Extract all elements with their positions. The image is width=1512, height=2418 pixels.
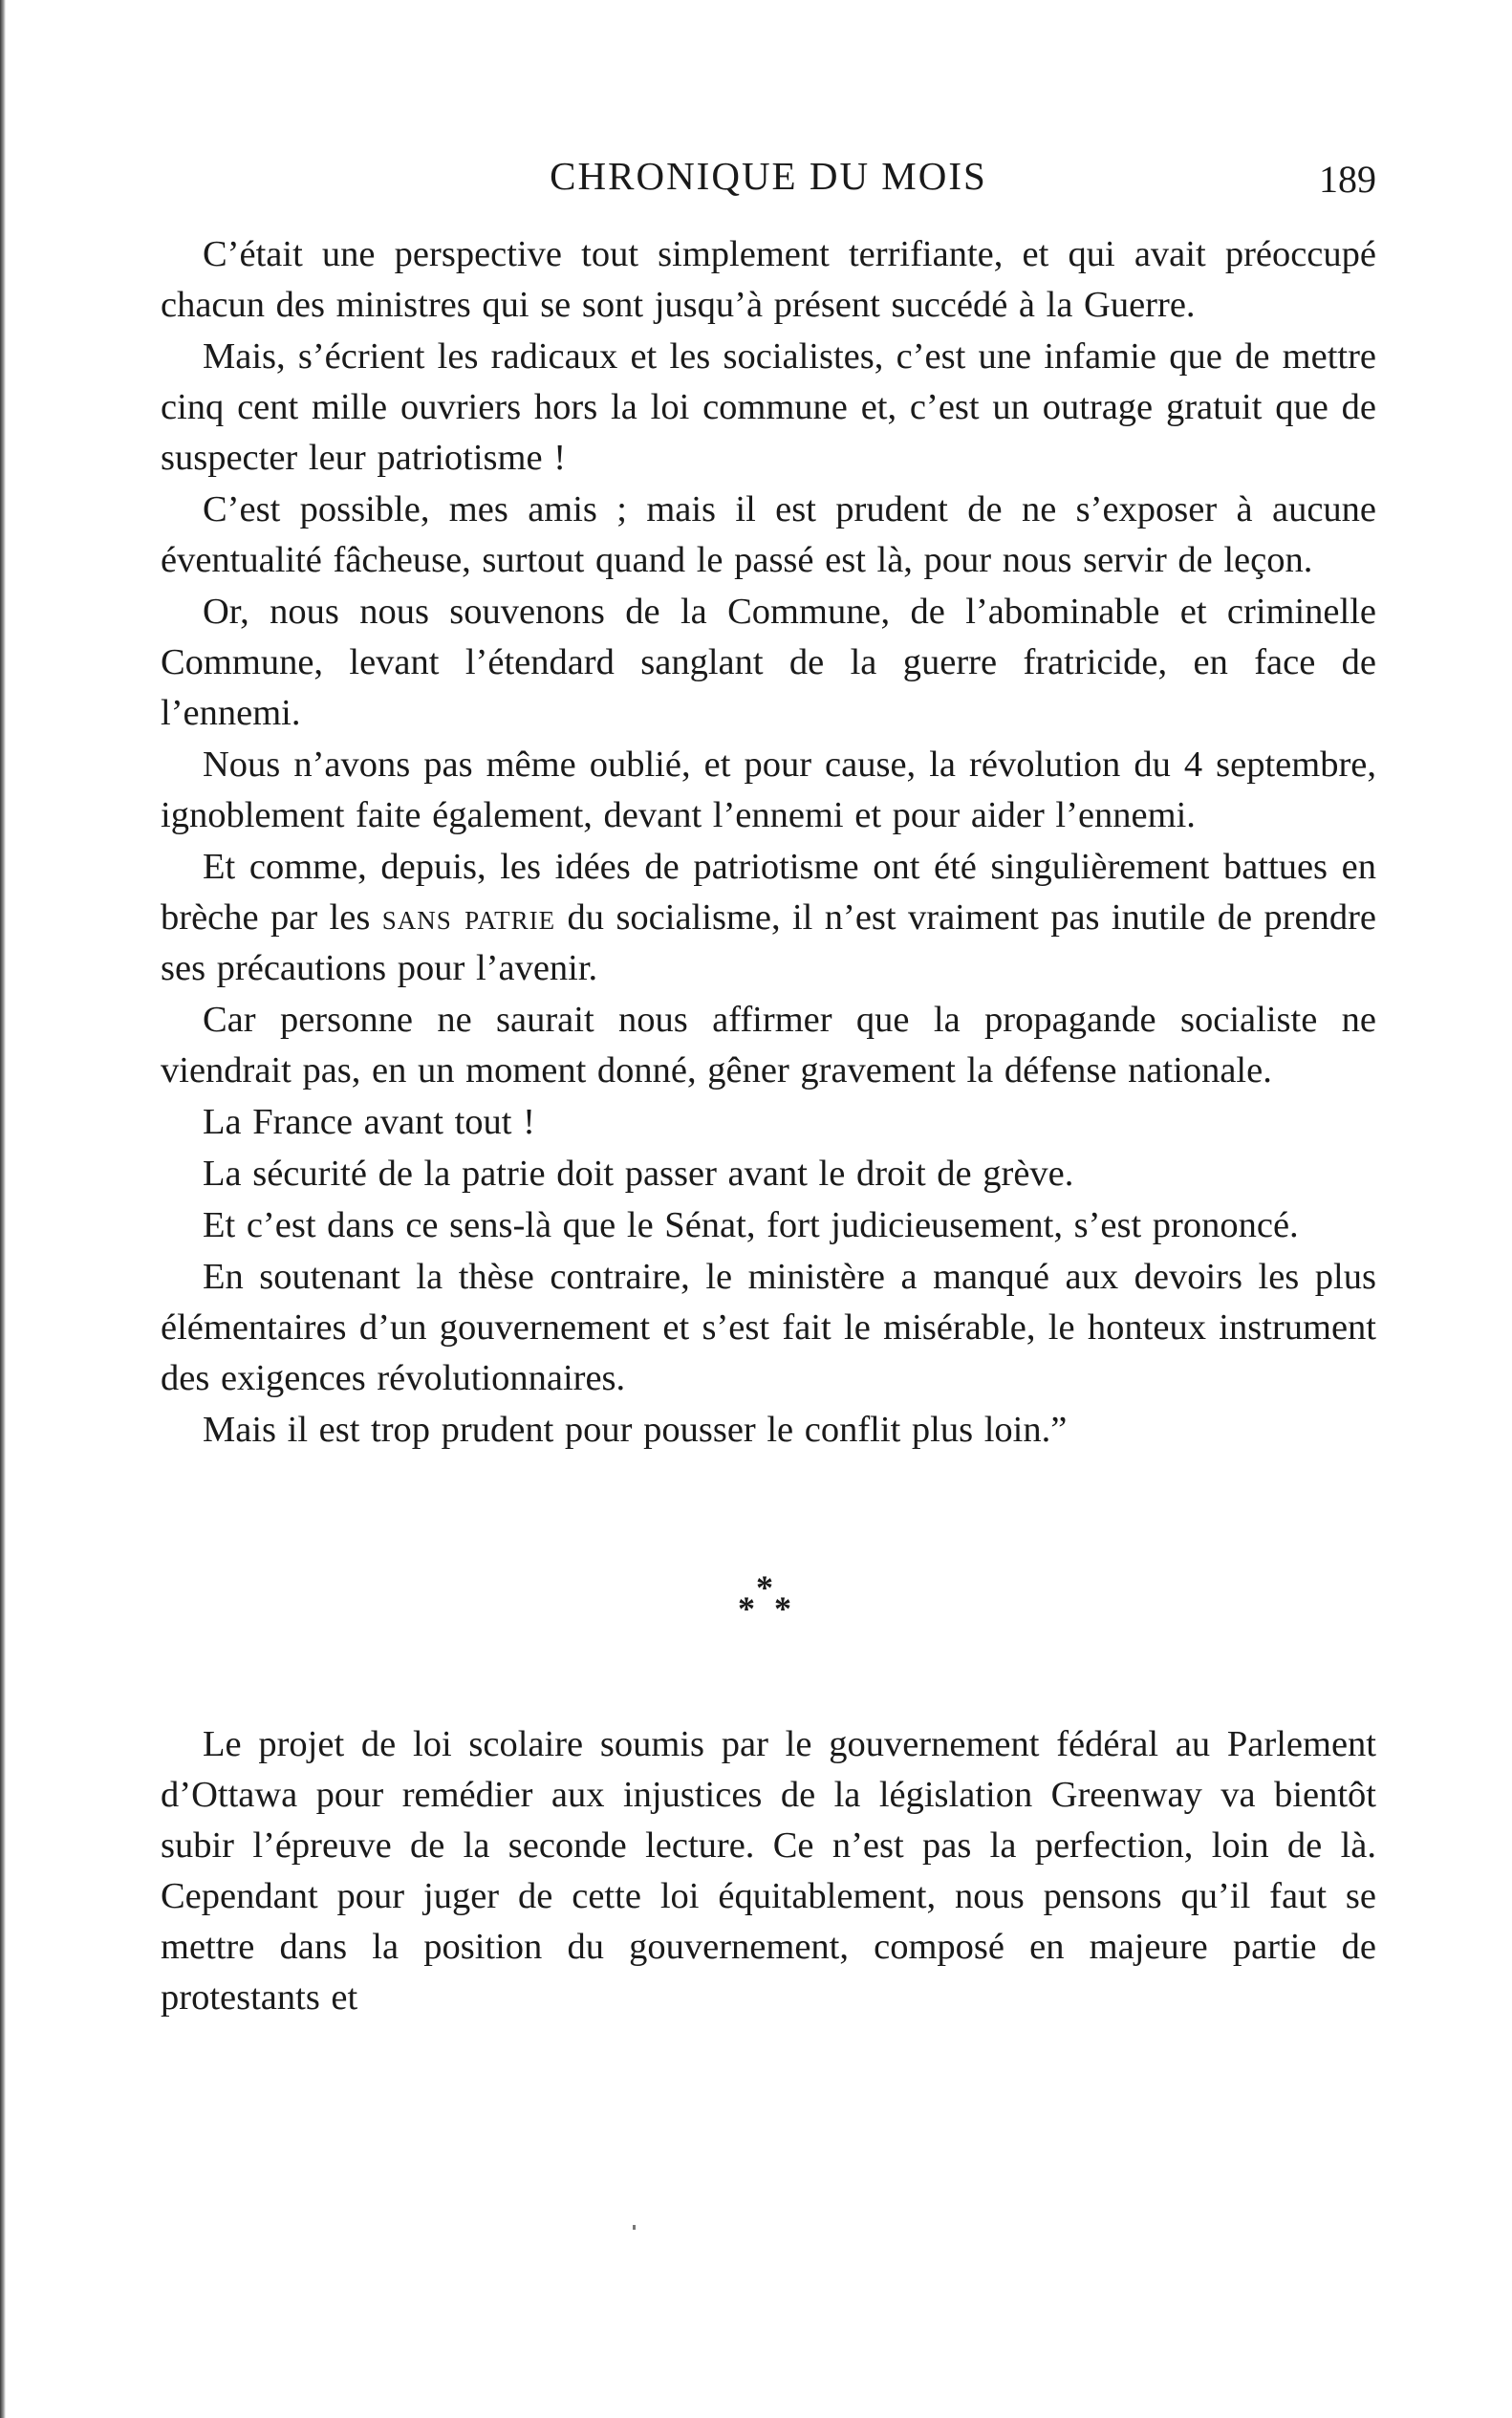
page-edge-shadow (0, 0, 6, 2418)
paragraph: Le projet de loi scolaire soumis par le gouvernement fédéral au Parlement d’Ottawa pour remédier aux injustices de la législation Greenway va bientôt subir l’épreuve de la seconde lecture. Ce n’est pas la perfection, loin de là. Cependant pour juger de cette loi équitablement, nous pensons qu’il faut se mettre dans la position du gouvernement, composé en majeure partie de protestants et (161, 1724, 1376, 2018)
paragraph: En soutenant la thèse contraire, le ministère a manqué aux devoirs les plus élémentaires d’un gouvernement et s’est fait le misérable, le honteux instrument des exigences révolutionnaires. (161, 1257, 1376, 1398)
paragraph: C’était une perspective tout simplement terrifiante, et qui avait préoccupé chacun des ministres qui se sont jusqu’à présent succédé à la Guerre. (161, 234, 1376, 325)
small-caps-phrase: sans patrie (381, 897, 556, 938)
paragraph: Or, nous nous souvenons de la Commune, de l’abominable et criminelle Commune, levant l’étendard sanglant de la guerre fratricide, en face de l’ennemi. (161, 592, 1376, 733)
paragraph: La France avant tout ! (203, 1102, 535, 1142)
asterisk-icon: * (774, 1589, 791, 1628)
running-head (161, 143, 1376, 210)
page-number: 189 (1319, 158, 1376, 201)
paragraph-text: du socialisme, il n’est vraiment pas inutile de prendre ses précautions pour l’avenir. (161, 897, 1377, 988)
asterisk-icon: * (738, 1589, 755, 1628)
paragraph: C’est possible, mes amis ; mais il est prudent de ne s’exposer à aucune éventualité fâcheuse, surtout quand le passé est là, pour nous servir de leçon. (161, 489, 1376, 580)
paragraph-text: Et comme, depuis, les idées de patriotisme ont été singulièrement battues en brèche par les (161, 847, 1376, 938)
body-text (161, 229, 1376, 2023)
running-title: CHRONIQUE DU MOIS (550, 154, 987, 198)
paragraph (161, 842, 1376, 994)
asterisk-icon: * (756, 1568, 773, 1607)
paragraph: La sécurité de la patrie doit passer avant le droit de grève. (203, 1154, 1074, 1194)
paragraph: Nous n’avons pas même oublié, et pour cause, la révolution du 4 septembre, ignoblement faite également, devant l’ennemi et pour aider l’ennemi. (161, 745, 1376, 835)
paragraph: Mais il est trop prudent pour pousser le conflit plus loin.” (203, 1410, 1068, 1450)
book-page (161, 143, 1376, 2284)
print-speck (633, 2225, 636, 2230)
paragraph: Et c’est dans ce sens-là que le Sénat, fort judicieusement, s’est prononcé. (203, 1205, 1299, 1245)
asterism-separator (730, 1568, 807, 1645)
paragraph: Car personne ne saurait nous affirmer que la propagande socialiste ne viendrait pas, en un moment donné, gêner gravement la défense nationale. (161, 1000, 1376, 1090)
paragraph: Mais, s’écrient les radicaux et les socialistes, c’est une infamie que de mettre cinq cent mille ouvriers hors la loi commune et, c’est un outrage gratuit que de suspecter leur patriotisme ! (161, 336, 1376, 478)
